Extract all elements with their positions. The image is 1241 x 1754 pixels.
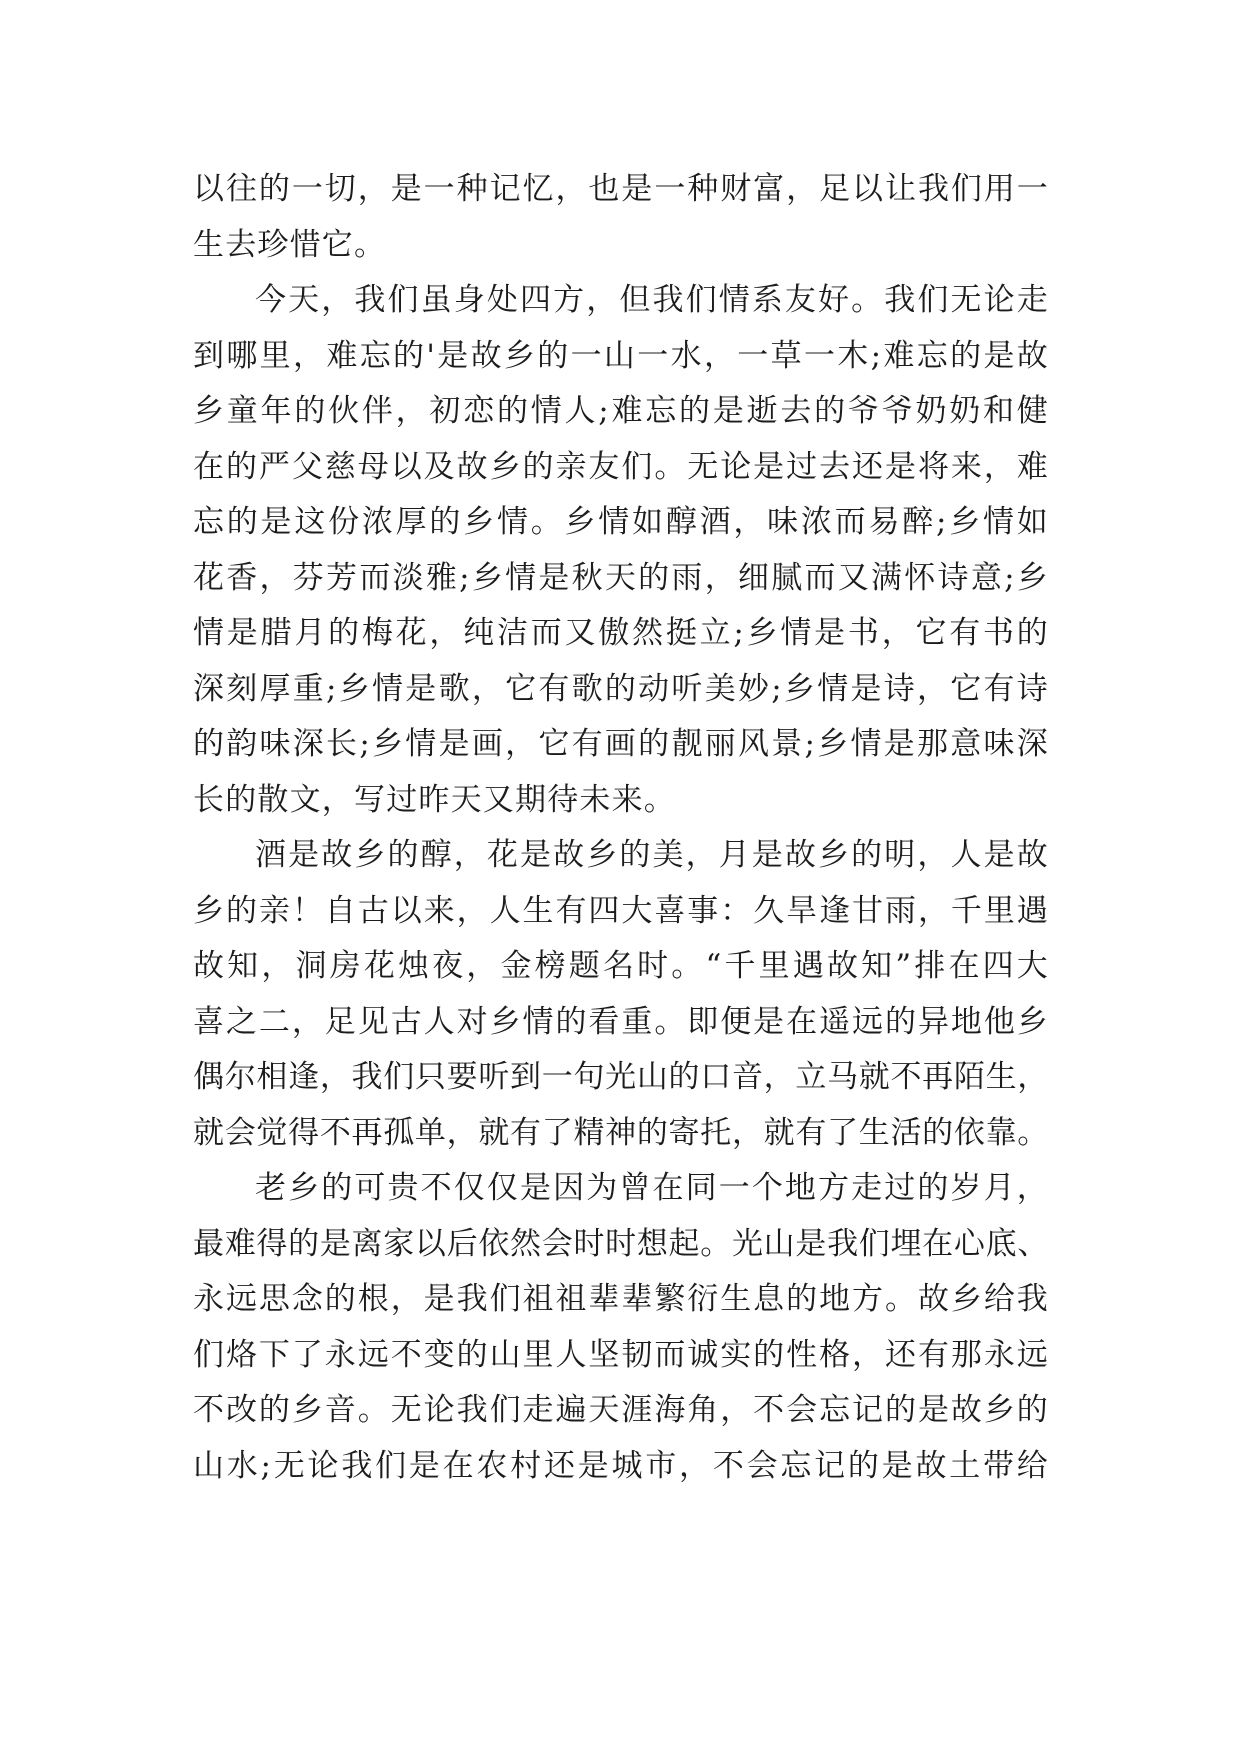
text-line: 深刻厚重;乡情是歌，它有歌的动听美妙;乡情是诗，它有诗 [193,670,1049,707]
text-line: 偶尔相逢，我们只要听到一句光山的口音，立马就不再陌生， [193,1059,1049,1095]
text-line: 喜之二，足见古人对乡情的看重。即便是在遥远的异地他乡 [193,1003,1049,1040]
text-line: 情是腊月的梅花，纯洁而又傲然挺立;乡情是书，它有书的 [193,615,1049,651]
text-line: 乡的亲！自古以来，人生有四大喜事：久旱逢甘雨，千里遇 [193,892,1049,929]
text-line: 以往的一切，是一种记忆，也是一种财富，足以让我们用一 [193,171,1049,207]
text-line: 故知，洞房花烛夜，金榜题名时。“千里遇故知”排在四大 [193,948,1049,984]
text-line: 生去珍惜它。 [193,226,387,263]
text-line: 的韵味深长;乡情是画，它有画的靓丽风景;乡情是那意味深 [193,726,1049,762]
text-line: 在的严父慈母以及故乡的亲友们。无论是过去还是将来，难 [193,448,1049,485]
text-line: 就会觉得不再孤单，就有了精神的寄托，就有了生活的依靠。 [193,1114,1049,1151]
text-line: 乡童年的伙伴，初恋的情人;难忘的是逝去的爷爷奶奶和健 [193,393,1049,429]
text-line: 不改的乡音。无论我们走遍天涯海角，不会忘记的是故乡的 [193,1392,1049,1428]
text-line: 长的散文，写过昨天又期待未来。 [193,781,676,818]
body-text [193,162,1049,1494]
text-line: 酒是故乡的醇，花是故乡的美，月是故乡的明，人是故 [255,837,1049,873]
text-line: 老乡的可贵不仅仅是因为曾在同一个地方走过的岁月， [255,1170,1049,1206]
text-line: 山水;无论我们是在农村还是城市，不会忘记的是故土带给 [193,1447,1049,1484]
text-line: 永远思念的根，是我们祖祖辈辈繁衍生息的地方。故乡给我 [193,1281,1049,1317]
text-line: 最难得的是离家以后依然会时时想起。光山是我们埋在心底、 [193,1225,1049,1262]
text-line: 忘的是这份浓厚的乡情。乡情如醇酒，味浓而易醉;乡情如 [193,504,1049,540]
text-line: 今天，我们虽身处四方，但我们情系友好。我们无论走 [255,282,1049,318]
text-line: 花香，芬芳而淡雅;乡情是秋天的雨，细腻而又满怀诗意;乡 [193,559,1049,596]
text-line: 们烙下了永远不变的山里人坚韧而诚实的性格，还有那永远 [193,1336,1049,1373]
text-line: 到哪里，难忘的'是故乡的一山一水，一草一木;难忘的是故 [193,337,1049,374]
